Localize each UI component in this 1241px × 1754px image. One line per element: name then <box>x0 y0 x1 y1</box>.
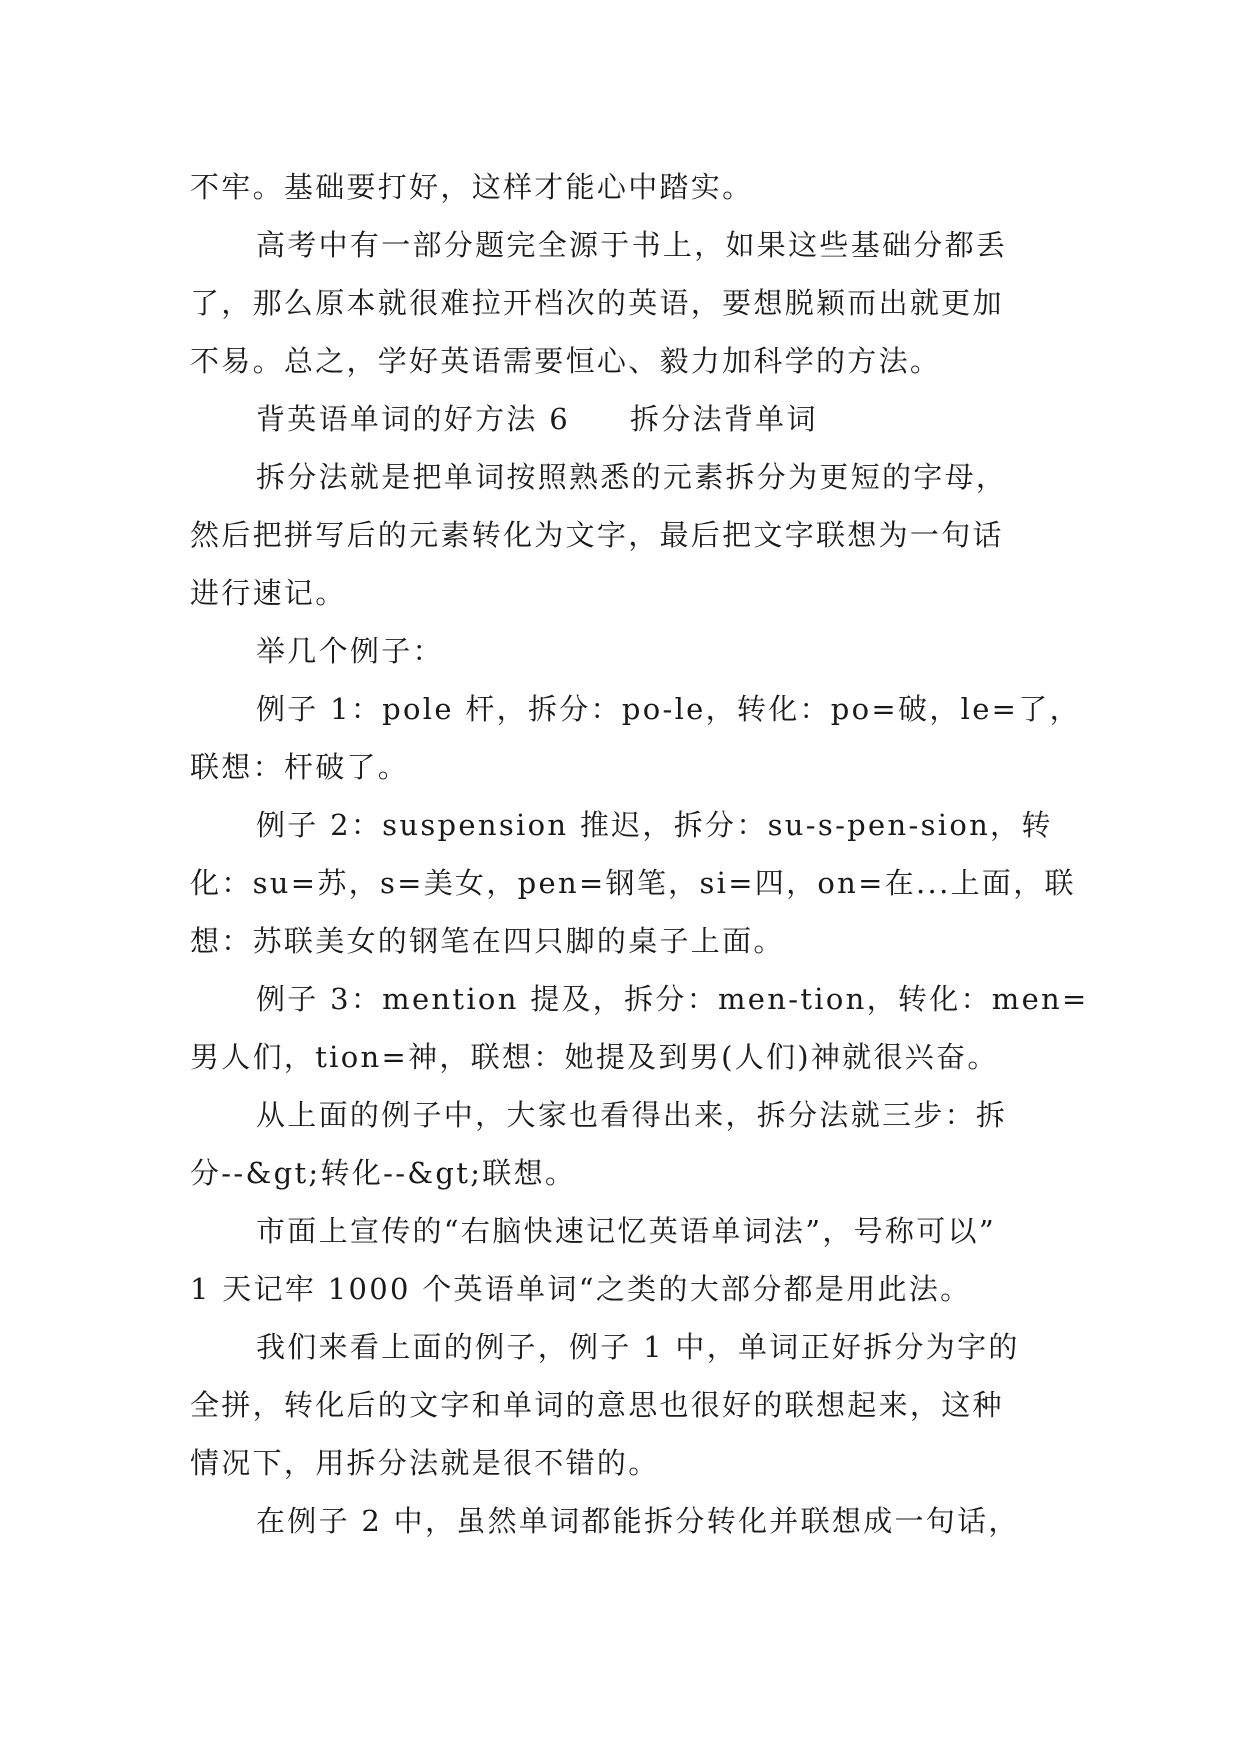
text-line: 举几个例子： <box>256 634 444 668</box>
text-line: 想：苏联美女的钢笔在四只脚的桌子上面。 <box>190 924 785 958</box>
text-line: 我们来看上面的例子，例子 1 中，单词正好拆分为字的 <box>256 1330 1020 1364</box>
text-line: 然后把拼写后的元素转化为文字，最后把文字联想为一句话 <box>190 518 1004 552</box>
document-body <box>190 158 1089 1550</box>
text-line: 例子 3：mention 提及，拆分：men-tion，转化：men= <box>256 982 1089 1016</box>
text-line: 例子 1：pole 杆，拆分：po-le，转化：po=破，le=了， <box>256 692 1081 726</box>
section-heading <box>190 390 1070 448</box>
text-line: 在例子 2 中，虽然单词都能拆分转化并联想成一句话， <box>256 1504 1020 1538</box>
text-line: 男人们，tion=神，联想：她提及到男(人们)神就很兴奋。 <box>190 1040 999 1074</box>
text-line: 联想：杆破了。 <box>190 750 410 784</box>
text-line: 例子 2：suspension 推迟，拆分：su-s-pen-sion，转 <box>256 808 1053 842</box>
section-heading-title: 拆分法背单词 <box>629 402 818 436</box>
text-line: 全拼，转化后的文字和单词的意思也很好的联想起来，这种 <box>190 1388 1004 1422</box>
text-line: 从上面的例子中，大家也看得出来，拆分法就三步：拆 <box>256 1098 1008 1132</box>
text-line: 不牢。基础要打好，这样才能心中踏实。 <box>190 170 754 204</box>
section-heading-number: 背英语单词的好方法 6 <box>256 402 570 436</box>
text-line: 拆分法就是把单词按照熟悉的元素拆分为更短的字母， <box>256 460 1008 494</box>
text-line: 情况下，用拆分法就是很不错的。 <box>190 1446 660 1480</box>
text-line: 了，那么原本就很难拉开档次的英语，要想脱颖而出就更加 <box>190 286 1004 320</box>
text-line: 市面上宣传的“右脑快速记忆英语单词法”，号称可以” <box>256 1214 996 1248</box>
text-line: 进行速记。 <box>190 576 347 610</box>
text-line: 分--&gt;转化--&gt;联想。 <box>190 1156 577 1190</box>
text-line: 1 天记牢 1000 个英语单词“之类的大部分都是用此法。 <box>190 1272 972 1306</box>
text-line: 化：su=苏，s=美女，pen=钢笔，si=四，on=在...上面，联 <box>190 866 1076 900</box>
text-line: 不易。总之，学好英语需要恒心、毅力加科学的方法。 <box>190 344 942 378</box>
text-line: 高考中有一部分题完全源于书上，如果这些基础分都丢 <box>256 228 1008 262</box>
